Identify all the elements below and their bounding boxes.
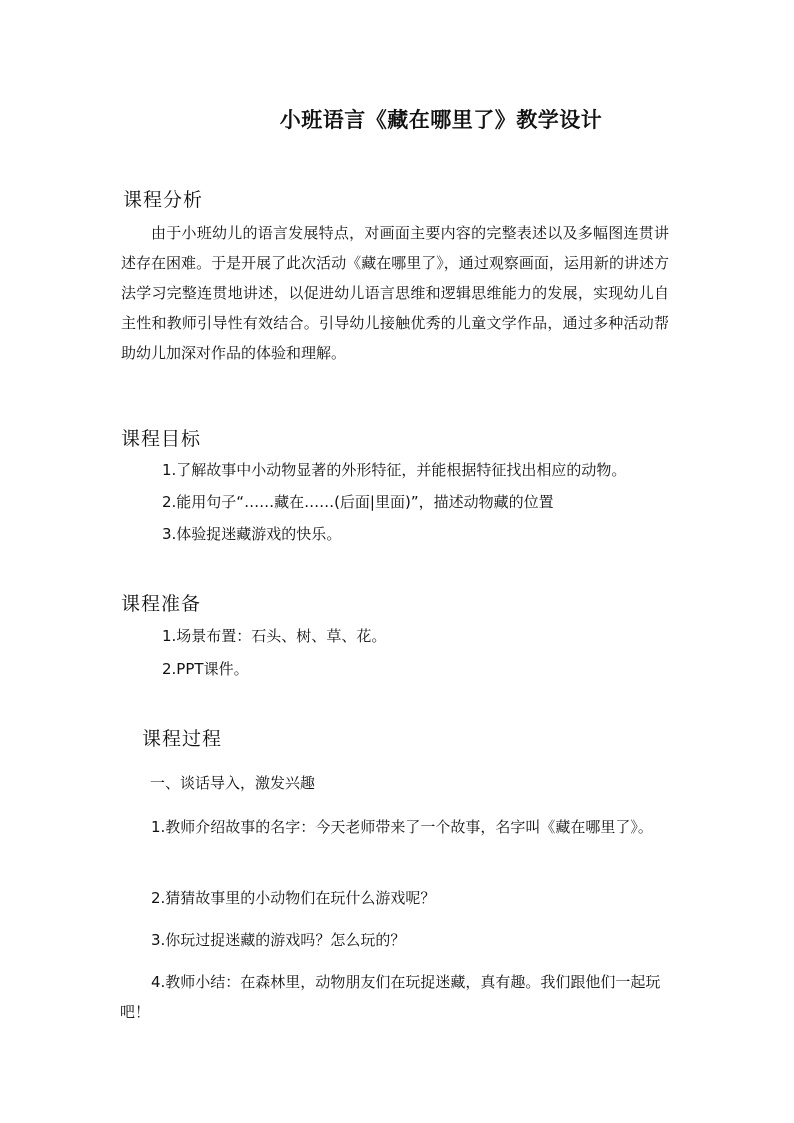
goal-item-2: 2.能用句子“……藏在……(后面|里面)”，描述动物藏的位置 — [162, 493, 554, 511]
heading-prep: 课程准备 — [121, 593, 202, 615]
prep-item-2: 2.PPT课件。 — [162, 660, 249, 678]
heading-analysis: 课程分析 — [123, 189, 204, 211]
heading-process: 课程过程 — [142, 728, 223, 750]
goal-item-3: 3.体验捉迷藏游戏的快乐。 — [162, 525, 342, 543]
process-item-1: 1.教师介绍故事的名字：今天老师带来了一个故事，名字叫《藏在哪里了》。 — [151, 818, 653, 836]
prep-item-1: 1.场景布置：石头、树、草、花。 — [162, 627, 387, 645]
goal-item-1: 1.了解故事中小动物显著的外形特征，并能根据特征找出相应的动物。 — [162, 461, 627, 479]
heading-goals: 课程目标 — [121, 428, 202, 450]
process-section-1: 一、谈话导入，激发兴趣 — [150, 774, 316, 792]
analysis-paragraph: 由于小班幼儿的语言发展特点，对画面主要内容的完整表述以及多幅图连贯讲述存在困难。于是开展了此次活动《藏在哪里了》，通过观察画面，运用新的讲述方法学习完整连贯地讲述，以促进幼儿语言思维和逻辑思维能力的发展，实现幼儿自主性和教师引导性有效结合。引导幼儿接触优秀的儿童文学作品，通过多种活动帮助幼儿加深对作品的体验和理解。 — [121, 224, 669, 362]
document-title: 小班语言《藏在哪里了》教学设计 — [279, 108, 603, 132]
process-item-2: 2.猜猜故事里的小动物们在玩什么游戏呢？ — [151, 889, 436, 907]
process-item-3: 3.你玩过捉迷藏的游戏吗？怎么玩的？ — [151, 931, 406, 949]
process-item-4: 4.教师小结：在森林里，动物朋友们在玩捉迷藏，真有趣。我们跟他们一起玩吧！ — [120, 973, 661, 1021]
